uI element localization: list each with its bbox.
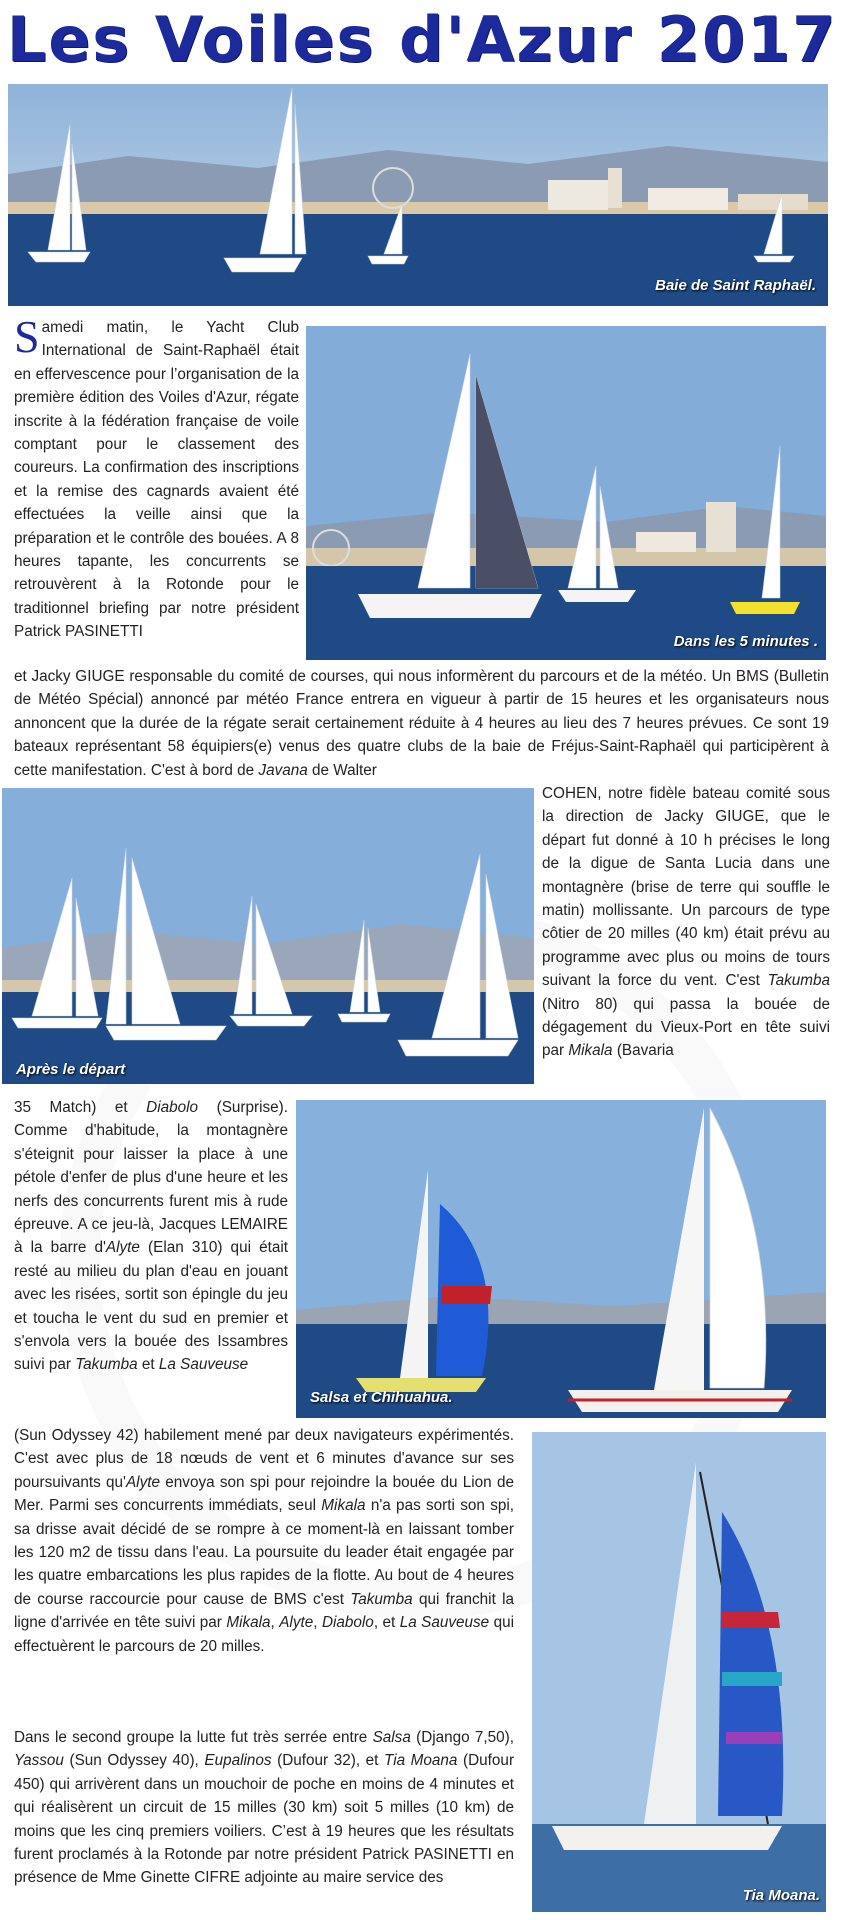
article-paragraph-1 <box>14 311 299 644</box>
photo-salsa-et-chihuahua <box>296 1100 826 1418</box>
article-text: qui effectuèrent le parcours de 20 milles. <box>14 1614 515 1655</box>
article-paragraph-4 <box>14 1096 288 1377</box>
article-text: envoya son spi pour rejoindre la bouée du Lion de Mer. Parmi ses concurrents immédiats, seul <box>14 1473 515 1515</box>
boat-name: Takumba <box>75 1356 138 1374</box>
article-text: (Django 7,50), <box>416 1729 515 1746</box>
article-paragraph-3 <box>542 782 830 1063</box>
boat-name: Diabolo <box>321 1614 374 1632</box>
article-text: n'a pas sorti son spi, sa drisse avait décidé de se rompre à ce moment-là en laissant tomber les 120 m2 de tissu dans l'eau. La poursuite du leader était engagée par les quatre embarcations les plus rapides de la flotte. Au bout de 4 heures de course raccourcie pour cause de BMS c'est <box>14 1497 515 1608</box>
boat-name: Alyte <box>279 1614 314 1632</box>
boat-name: Mikala <box>321 1497 366 1515</box>
photo-apres-le-depart <box>2 788 534 1084</box>
article-paragraph-6 <box>14 1726 514 1890</box>
article-text: (Dufour 32), et <box>277 1752 379 1770</box>
article-text: (Sun Odyssey 40), <box>69 1752 199 1770</box>
boat-name: Mikala <box>568 1042 613 1060</box>
boat-name: La Sauveuse <box>399 1614 490 1632</box>
article-text: COHEN, notre fidèle bateau comité sous la direction de Jacky GIUGE, que le départ fut donné à 10 h précises le long de la digue de Santa Lucia dans une montagnère (brise de terre qui souffle le matin) mollissante. Un parcours de type côtier de 20 milles (40 km) était prévu au programme avec plus ou moins de tours suivant la force du vent. C'est <box>542 785 830 990</box>
boat-name: Yassou <box>14 1752 64 1770</box>
boat-name: La Sauveuse <box>158 1356 249 1374</box>
article-paragraph-5: (Sun Odyssey 42) habilement mené par deux navigateurs expérimentés. C'est avec plus de 18 nœuds de vent et 6 minutes d'avance sur ses poursuivants qu'Alyte envoya son spi pour rejoindre la bouée du Lion de Mer. Parmi ses concurrents immédiats, seul Mikala n'a pas sorti son spi, sa drisse avait décidé de se rompre à ce moment-là en laissant tomber les 120 m2 de tissu dans l'eau. La poursuite du leader était engagée par les quatre embarcations les plus rapides de la flotte. Au bout de 4 heures de course raccourcie pour cause de BMS c'est Takumba qui franchit la ligne d'arrivée en tête suivi par Mikala, Alyte, Diabolo, et La Sauveuse qui effectuèrent le parcours de 20 milles. <box>14 1427 515 1655</box>
photo-caption: Après le départ <box>16 1061 126 1078</box>
photo-baie-saint-raphael <box>8 84 828 306</box>
boat-name: Takumba <box>767 972 830 990</box>
photo-caption: Salsa et Chihuahua. <box>310 1389 453 1406</box>
page-title: Les Voiles d'Azur 2017 <box>6 3 838 76</box>
boat-name: Diabolo <box>146 1099 199 1116</box>
boat-name: Eupalinos <box>204 1752 272 1770</box>
boat-name: Mikala <box>226 1614 271 1632</box>
boat-name: Salsa <box>372 1729 411 1746</box>
article-text: et <box>141 1356 155 1374</box>
article-text: et Jacky GIUGE responsable du comité de courses, qui nous informèrent du parcours et de la météo. Un BMS (Bulletin de Météo Spécial) annoncé par météo France entrera en vigueur à partir de 15 heures et les organisateurs nous annoncent que la durée de la régate serait certainement réduite à 4 heures au lieu des 7 heures prévues. Ce sont 19 bateaux représentant 58 équipiers(e) venus des quatre clubs de la baie de Fréjus-Saint-Raphaël qui participèrent à cette manifestation. C'est à bord de <box>14 668 829 779</box>
photo-tia-moana <box>532 1432 826 1912</box>
photo-caption: Baie de Saint Raphaël. <box>655 277 816 294</box>
boat-name: Tia Moana <box>383 1752 458 1770</box>
boat-name: Javana <box>258 761 308 779</box>
article-text: (Bavaria <box>616 1042 674 1060</box>
article-text: (Surprise). Comme d'habitude, la montagnère s'éteignit pour laisser la place à une pétole d'enfer de plus d'une heure et les nerfs des concurrents furent mis à rude épreuve. A ce jeu-là, Jacques LEMAIRE à la barre d' <box>14 1099 288 1257</box>
article-text: 35 Match) et <box>14 1099 128 1116</box>
article-text: (Dufour 450) qui arrivèrent dans un mouchoir de poche en moins de 4 minutes et qui réalisèrent un circuit de 15 milles (30 km) soit 5 milles (10 km) de moins que les cinq premiers voiliers. C’est à 19 heures que les résultats furent proclamés à la Rotonde par notre président Patrick PASINETTI en présence de Mme Ginette CIFRE adjointe au maire service des <box>14 1752 515 1887</box>
article-text: (Nitro 80) qui passa la bouée de dégagement du Vieux-Port en tête suivi par <box>542 995 830 1060</box>
photo-caption: Tia Moana. <box>742 1887 820 1904</box>
drop-cap: S <box>14 311 40 362</box>
photo-dans-les-5-minutes <box>306 326 826 660</box>
article-text: amedi matin, le Yacht Club International de Saint-Raphaël était en effervescence pour l’organisation de la première édition des Voiles d'Azur, régate inscrite à la fédération française de voile comptant pour le classement des coureurs. La confirmation des inscriptions et la remise des cagnards avaient été effectuées la veille ainsi que la préparation et le contrôle des bouées. A 8 heures tapante, les concurrents se retrouvèrent à la Rotonde pour le traditionnel briefing par notre président Patrick PASINETTI <box>14 319 299 641</box>
photo-caption: Dans les 5 minutes . <box>673 633 818 650</box>
boat-name: Alyte <box>105 1239 140 1257</box>
article-paragraph-2 <box>14 665 829 782</box>
article-text: de Walter <box>312 761 377 779</box>
boat-name: Alyte <box>125 1473 160 1491</box>
article-text: Dans le second groupe la lutte fut très serrée entre <box>14 1729 368 1746</box>
article-text: (Elan 310) qui était resté au milieu du plan d'eau en jouant avec les risées, sortit son épingle du jeu et toucha le vent du sud en premier et s'envola vers la bouée des Issambres suivi par <box>14 1239 288 1374</box>
article-text: qui franchit la ligne d'arrivée en tête suivi par <box>14 1590 515 1632</box>
boat-name: Takumba <box>350 1590 413 1608</box>
article-text: (Sun Odyssey 42) habilement mené par deux navigateurs expérimentés. C'est avec plus de 18 nœuds de vent et 6 minutes d'avance sur ses poursuivants qu' <box>14 1427 514 1491</box>
